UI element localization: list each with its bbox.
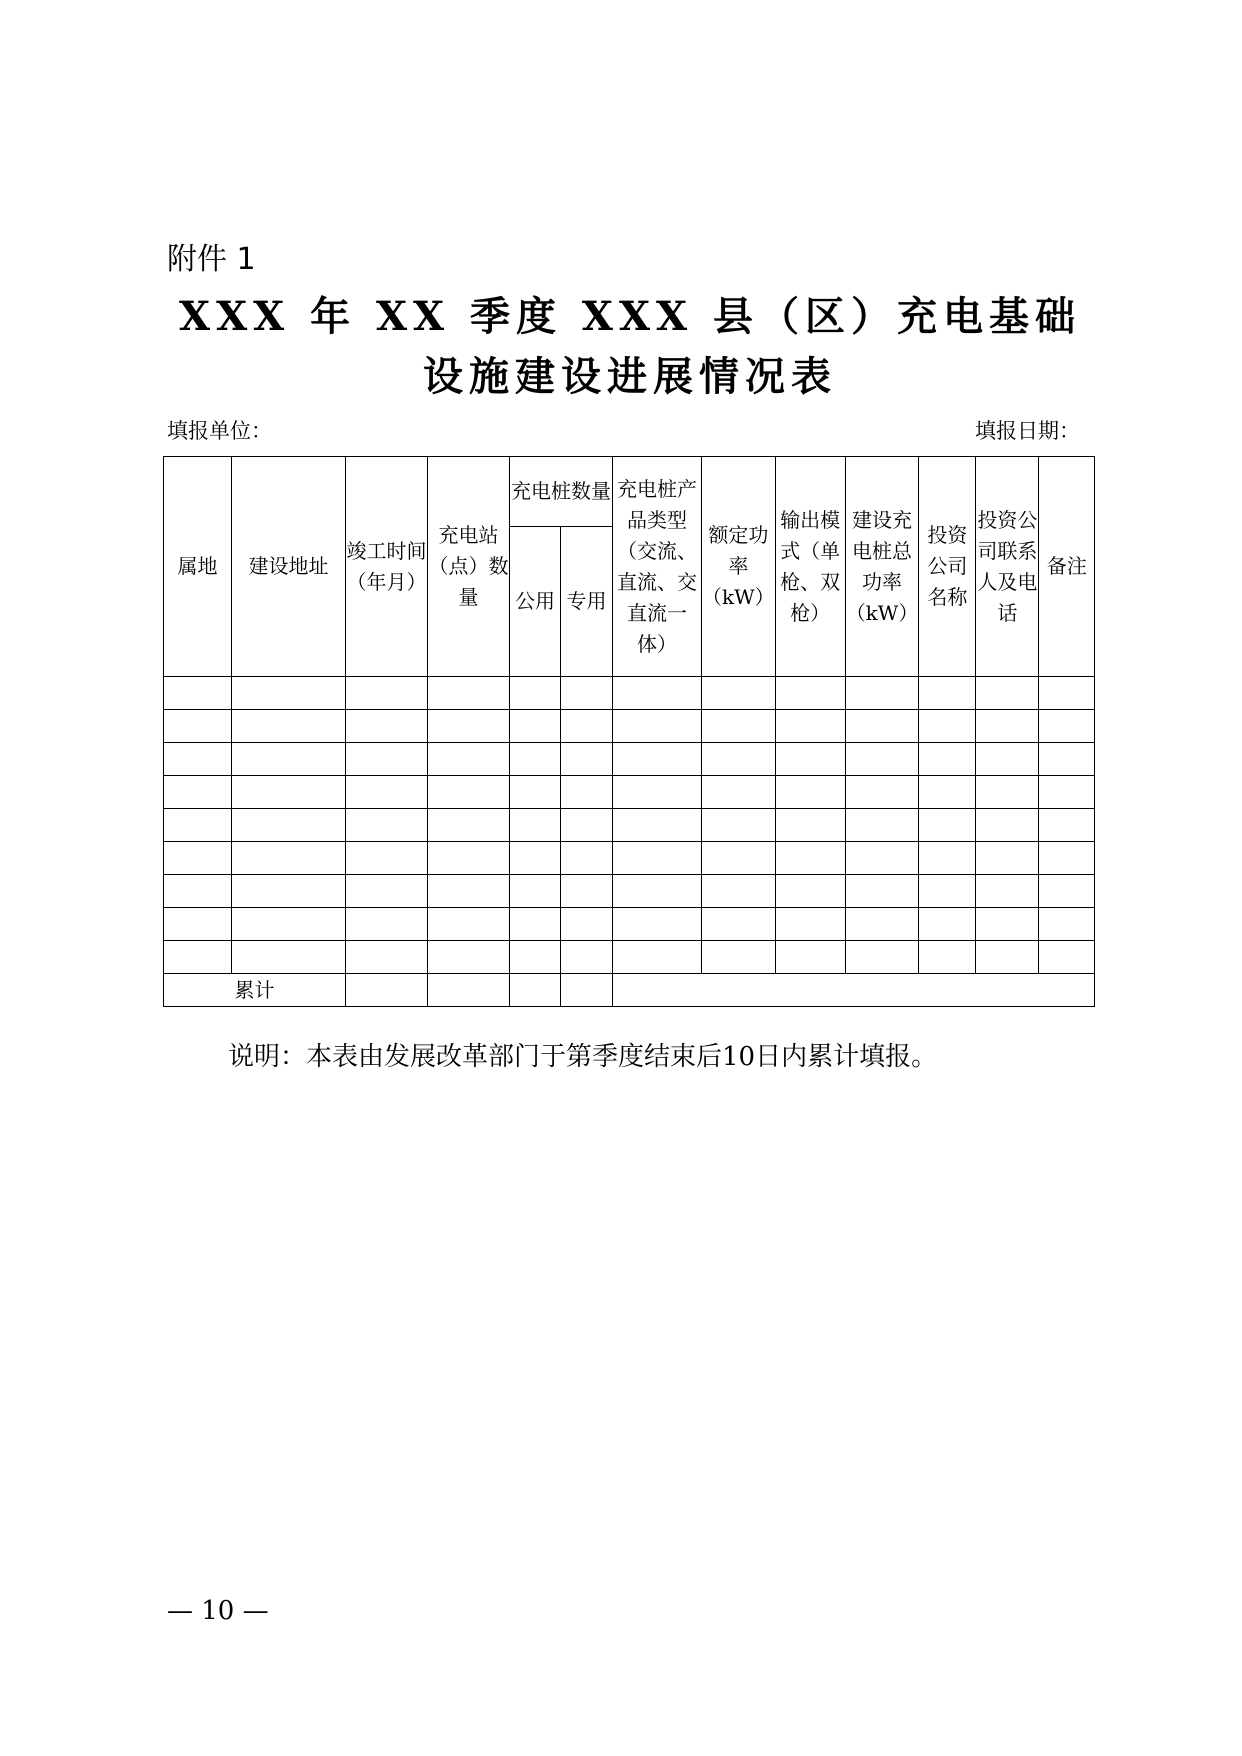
header-total-power: 建设充电桩总功率（kW）	[845, 457, 919, 677]
fill-unit-label: 填报单位：	[167, 419, 272, 443]
progress-table	[163, 456, 1095, 1007]
header-pile-count: 充电桩数量	[510, 457, 613, 527]
header-product-type: 充电桩产品类型（交流、直流、交直流一体）	[613, 457, 702, 677]
header-address: 建设地址	[232, 457, 346, 677]
header-public: 公用	[510, 527, 561, 677]
header-dedicated: 专用	[561, 527, 613, 677]
header-output-mode: 输出模式（单枪、双枪）	[775, 457, 845, 677]
table-row	[164, 941, 1095, 974]
total-label: 累计	[164, 974, 346, 1007]
title-line-1: XXX 年 XX 季度 XXX 县（区）充电基础	[179, 293, 1081, 340]
table-row	[164, 677, 1095, 710]
header-station-count: 充电站（点）数量	[428, 457, 510, 677]
page-number: — 10 —	[167, 1596, 269, 1626]
table-row	[164, 908, 1095, 941]
table-row	[164, 776, 1095, 809]
header-location: 属地	[164, 457, 232, 677]
table-row	[164, 710, 1095, 743]
header-remarks: 备注	[1039, 457, 1095, 677]
total-row	[164, 974, 1095, 1007]
header-contact: 投资公司联系人及电话	[976, 457, 1039, 677]
title-line-2: 设施建设进展情况表	[423, 353, 837, 400]
attachment-label: 附件 1	[167, 242, 256, 277]
table-row	[164, 809, 1095, 842]
header-rated-power: 额定功率（kW）	[702, 457, 776, 677]
table-row	[164, 743, 1095, 776]
table-row	[164, 875, 1095, 908]
table-note: 说明：本表由发展改革部门于第季度结束后10日内累计填报。	[228, 1042, 938, 1072]
header-completion-time: 竣工时间（年月）	[346, 457, 428, 677]
table-row	[164, 842, 1095, 875]
header-investor: 投资公司名称	[919, 457, 976, 677]
fill-date-label: 填报日期：	[975, 419, 1080, 443]
